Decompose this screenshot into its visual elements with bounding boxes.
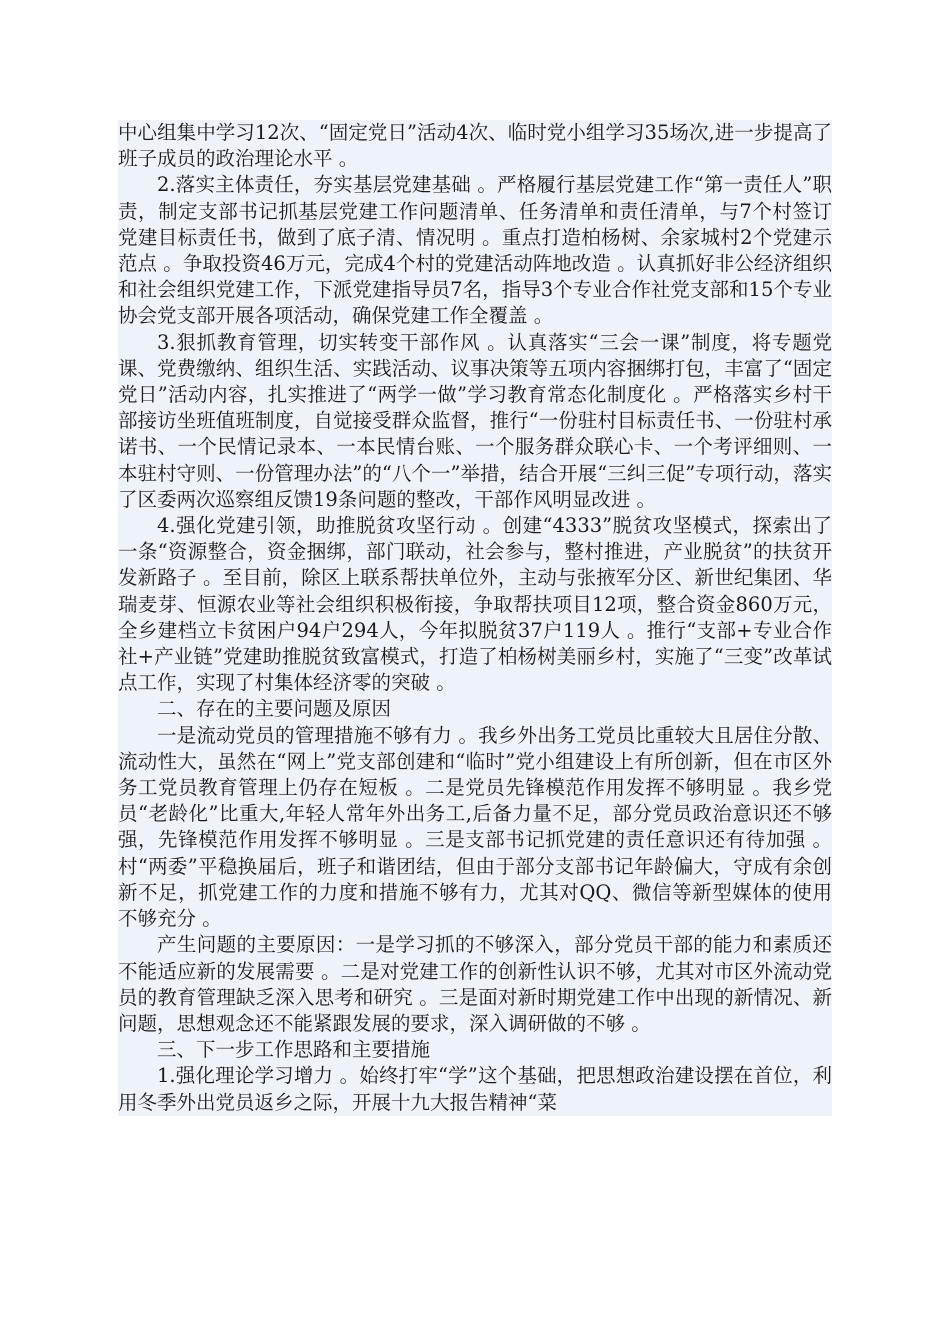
paragraph-4: 4.强化党建引领，助推脱贫攻坚行动 。创建“4333”脱贫攻坚模式，探索出了一条“资源整合，资金捆绑，部门联动，社会参与，整村推进，产业脱贫”的扶贫开发新路子 。至目前，除区上联系帮扶单位外，主动与张掖军分区、新世纪集团、华瑞麦芽、恒源农业等社会组织积极衔接，争取帮扶项目12项，整合资金860万元，全乡建档立卡贫困户94户294人，今年拟脱贫37户119人 。推行“支部+专业合作社+产业链”党建助推脱贫致富模式，打造了柏杨树美丽乡村，实施了“三变”改革试点工作，实现了村集体经济零的突破 。 xyxy=(118,513,832,696)
paragraph-2: 2.落实主体责任，夯实基层党建基础 。严格履行基层党建工作“第一责任人”职责，制定支部书记抓基层党建工作问题清单、任务清单和责任清单，与7个村签订党建目标责任书，做到了底子清、情况明 。重点打造柏杨树、余家城村2个党建示范点 。争取投资46万元，完成4个村的党建活动阵地改造 。认真抓好非公经济组织和社会组织党建工作，下派党建指导员7名，指导3个专业合作社党支部和15个专业协会党支部开展各项活动，确保党建工作全覆盖 。 xyxy=(118,172,832,329)
section-heading-2: 二、存在的主要问题及原因 xyxy=(118,696,832,722)
paragraph-1: 中心组集中学习12次、“固定党日”活动4次、临时党小组学习35场次,进一步提高了班子成员的政治理论水平 。 xyxy=(118,120,832,172)
paragraph-5: 一是流动党员的管理措施不够有力 。我乡外出务工党员比重较大且居住分散、流动性大，虽然在“网上”党支部创建和“临时”党小组建设上有所创新，但在市区外务工党员教育管理上仍存在短板 。二是党员先锋模范作用发挥不够明显 。我乡党员“老龄化”比重大,年轻人常年外出务工,后备力量不足，部分党员政治意识还不够强，先锋模范作用发挥不够明显 。三是支部书记抓党建的责任意识还有待加强 。村“两委”平稳换届后，班子和谐团结，但由于部分支部书记年龄偏大，守成有余创新不足，抓党建工作的力度和措施不够有力，尤其对QQ、微信等新型媒体的使用不够充分 。 xyxy=(118,723,832,933)
section-heading-3: 三、下一步工作思路和主要措施 xyxy=(118,1037,832,1063)
paragraph-3: 3.狠抓教育管理，切实转变干部作风 。认真落实“三会一课”制度，将专题党课、党费缴纳、组织生活、实践活动、议事决策等五项内容捆绑打包，丰富了“固定党日”活动内容，扎实推进了“两学一做”学习教育常态化制度化 。严格落实乡村干部接访坐班值班制度，自觉接受群众监督，推行“一份驻村目标责任书、一份驻村承诺书、一个民情记录本、一本民情台账、一个服务群众联心卡、一个考评细则、一本驻村守则、一份管理办法”的“八个一”举措，结合开展“三纠三促”专项行动，落实了区委两次巡察组反馈19条问题的整改，干部作风明显改进 。 xyxy=(118,330,832,513)
paragraph-6: 产生问题的主要原因：一是学习抓的不够深入，部分党员干部的能力和素质还不能适应新的发展需要 。二是对党建工作的创新性认识不够，尤其对市区外流动党员的教育管理缺乏深入思考和研究 。三是面对新时期党建工作中出现的新情况、新问题，思想观念还不能紧跟发展的要求，深入调研做的不够 。 xyxy=(118,932,832,1037)
paragraph-7: 1.强化理论学习增力 。始终打牢“学”这个基础，把思想政治建设摆在首位，利用冬季外出党员返乡之际，开展十九大报告精神“菜 xyxy=(118,1063,832,1115)
document-page xyxy=(118,120,832,1230)
